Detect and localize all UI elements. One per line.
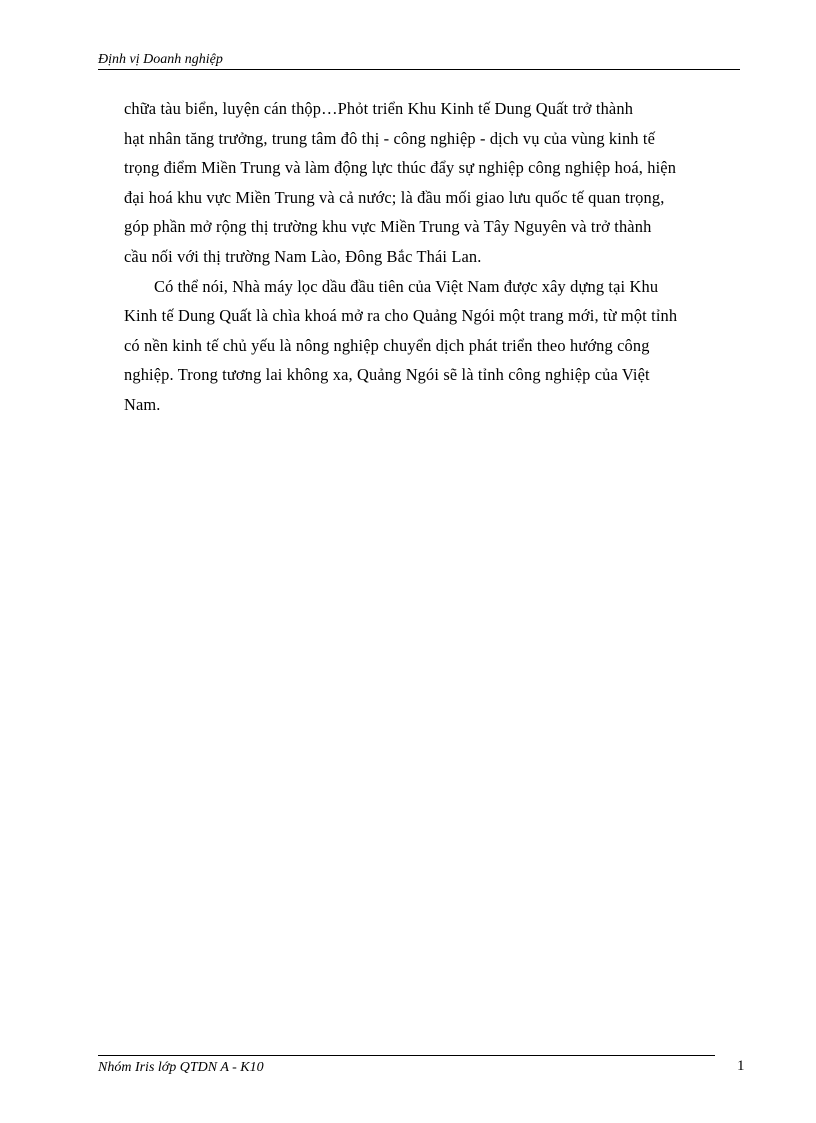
page-header bbox=[98, 50, 740, 70]
footer-text: Nhóm Iris lớp QTDN A - K10 bbox=[98, 1060, 264, 1075]
text-line: Nam. bbox=[124, 394, 161, 414]
paragraph bbox=[124, 94, 719, 272]
page-number: 1 bbox=[737, 1058, 745, 1074]
text-line: nghiệp. Trong tương lai không xa, Quảng Ngói sẽ là tỉnh công nghiệp của Việt bbox=[124, 365, 650, 385]
text-line: chữa tàu biển, luyện cán thộp…Phỏt triển Khu Kinh tế Dung Quất trở thành bbox=[124, 99, 634, 118]
paragraph bbox=[124, 272, 719, 420]
header-title: Định vị Doanh nghiệp bbox=[98, 52, 223, 67]
footer-divider bbox=[98, 1055, 715, 1056]
text-line: có nền kinh tế chủ yếu là nông nghiệp chuyển dịch phát triển theo hướng công bbox=[124, 335, 650, 355]
text-line: hạt nhân tăng trưởng, trung tâm đô thị - công nghiệp - dịch vụ của vùng kinh tế bbox=[124, 128, 656, 148]
text-line: Kinh tế Dung Quất là chìa khoá mở ra cho Quảng Ngói một trang mới, từ một tỉnh bbox=[124, 306, 678, 326]
text-line: Có thể nói, Nhà máy lọc dầu đầu tiên của Việt Nam được xây dựng tại Khu bbox=[154, 276, 659, 296]
text-line: trọng điểm Miền Trung và làm động lực thúc đẩy sự nghiệp công nghiệp hoá, hiện bbox=[124, 158, 677, 178]
text-line: cầu nối với thị trường Nam Lào, Đông Bắc Thái Lan. bbox=[124, 246, 482, 266]
document-body bbox=[124, 94, 719, 420]
text-line: đại hoá khu vực Miền Trung và cả nước; là đầu mối giao lưu quốc tế quan trọng, bbox=[124, 187, 665, 207]
text-line: góp phần mở rộng thị trường khu vực Miền Trung và Tây Nguyên và trở thành bbox=[124, 217, 652, 237]
